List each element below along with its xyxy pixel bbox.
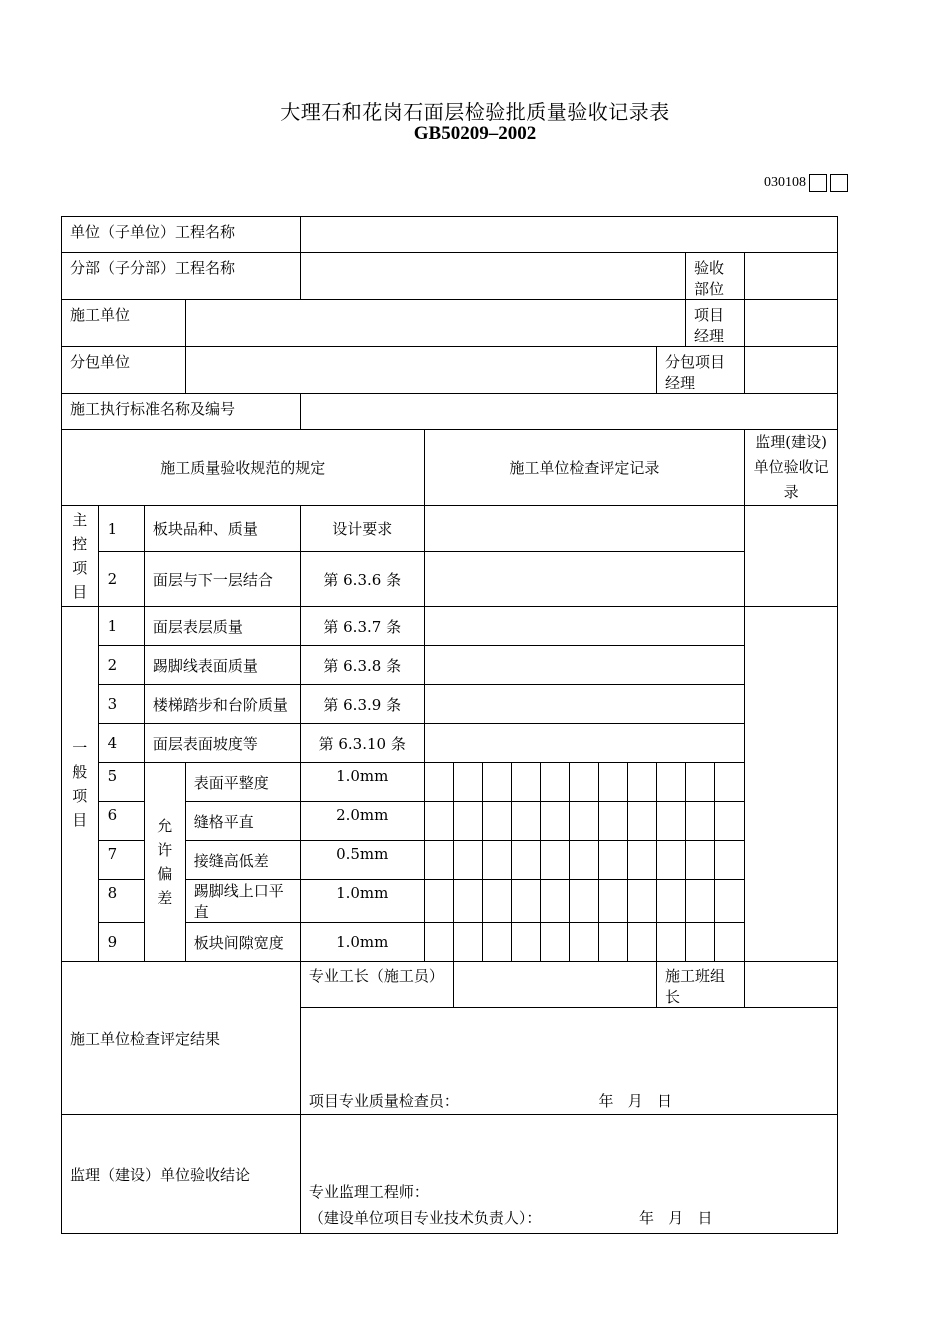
main-item-req: 第 6.3.6 条	[300, 552, 424, 607]
code-box-2[interactable]	[830, 174, 848, 192]
deviation-no: 6	[98, 802, 144, 841]
measure-cell[interactable]	[453, 880, 482, 923]
deviation-no: 8	[98, 880, 144, 923]
main-item-check[interactable]	[424, 552, 745, 607]
standard-field[interactable]	[300, 394, 837, 430]
general-item-no: 2	[98, 646, 144, 685]
measure-cell[interactable]	[656, 923, 685, 962]
col-supervision-header: 监理(建设)单位验收记录	[745, 430, 838, 506]
subcontract-unit-label: 分包单位	[62, 347, 186, 394]
code-box-1[interactable]	[809, 174, 827, 192]
measure-cell[interactable]	[656, 763, 685, 802]
general-item-no: 3	[98, 685, 144, 724]
measure-cell[interactable]	[715, 763, 745, 802]
main-items-label: 主 控 项 目	[62, 506, 99, 607]
measure-cell[interactable]	[511, 802, 540, 841]
deviation-req: 2.0mm	[300, 802, 424, 841]
measure-cell[interactable]	[482, 841, 511, 880]
general-item-check[interactable]	[424, 646, 745, 685]
measure-cell[interactable]	[424, 923, 453, 962]
deviation-req: 1.0mm	[300, 923, 424, 962]
measure-cell[interactable]	[598, 763, 627, 802]
col-check-header: 施工单位检查评定记录	[424, 430, 745, 506]
col-spec-header: 施工质量验收规范的规定	[62, 430, 425, 506]
general-item-check[interactable]	[424, 724, 745, 763]
conclusion-cell[interactable]	[300, 1115, 837, 1234]
deviation-item: 板块间隙宽度	[185, 923, 300, 962]
measure-cell[interactable]	[686, 923, 715, 962]
measure-cell[interactable]	[424, 802, 453, 841]
measure-cell[interactable]	[540, 923, 569, 962]
acceptance-part-label: 验收部位	[686, 253, 745, 300]
measure-cell[interactable]	[598, 841, 627, 880]
measure-cell[interactable]	[598, 923, 627, 962]
form-code-text: 030108	[764, 175, 806, 190]
deviation-req: 0.5mm	[300, 841, 424, 880]
measure-cell[interactable]	[453, 841, 482, 880]
team-leader-label: 施工班组长	[656, 962, 744, 1008]
supervisor-label: 专业监理工程师：	[308, 1183, 429, 1201]
measure-cell[interactable]	[482, 923, 511, 962]
measure-cell[interactable]	[540, 880, 569, 923]
measure-cell[interactable]	[511, 841, 540, 880]
measure-cell[interactable]	[569, 763, 598, 802]
standard-label: 施工执行标准名称及编号	[62, 394, 301, 430]
general-items-label: 一 般 项 目	[62, 607, 99, 962]
deviation-req: 1.0mm	[300, 880, 424, 923]
measure-cell[interactable]	[569, 923, 598, 962]
check-result-cell[interactable]	[300, 1008, 837, 1115]
project-manager-label: 项目经理	[686, 300, 745, 347]
general-item-name: 楼梯踏步和台阶质量	[144, 685, 300, 724]
general-item-name: 踢脚线表面质量	[144, 646, 300, 685]
general-item-no: 1	[98, 607, 144, 646]
main-supervision-cell[interactable]	[745, 506, 838, 607]
deviation-req: 1.0mm	[300, 763, 424, 802]
general-item-name: 面层表面坡度等	[144, 724, 300, 763]
unit-name-label: 单位（子单位）工程名称	[62, 217, 301, 253]
acceptance-part-field[interactable]	[745, 253, 838, 300]
owner-rep-label: （建设单位项目专业技术负责人）：	[308, 1209, 542, 1227]
sub-name-label: 分部（子分部）工程名称	[62, 253, 301, 300]
measure-cell[interactable]	[453, 802, 482, 841]
main-item-req: 设计要求	[300, 506, 424, 552]
unit-name-field[interactable]	[300, 217, 837, 253]
deviation-item: 踢脚线上口平直	[185, 880, 300, 923]
main-item-check[interactable]	[424, 506, 745, 552]
main-item-no: 2	[98, 552, 144, 607]
foreman-label: 专业工长（施工员）	[300, 962, 453, 1008]
measure-cell[interactable]	[715, 880, 745, 923]
sub-name-field[interactable]	[300, 253, 685, 300]
measure-cell[interactable]	[686, 841, 715, 880]
measure-cell[interactable]	[569, 802, 598, 841]
measure-cell[interactable]	[569, 880, 598, 923]
form-code	[764, 174, 848, 192]
general-item-req: 第 6.3.8 条	[300, 646, 424, 685]
measure-cell[interactable]	[715, 841, 745, 880]
general-item-name: 面层表层质量	[144, 607, 300, 646]
measure-cell[interactable]	[511, 880, 540, 923]
measure-cell[interactable]	[627, 880, 656, 923]
measure-cell[interactable]	[540, 763, 569, 802]
deviation-item: 接缝高低差	[185, 841, 300, 880]
measure-cell[interactable]	[686, 802, 715, 841]
general-supervision-cell[interactable]	[745, 607, 838, 962]
measure-cell[interactable]	[627, 763, 656, 802]
general-item-req: 第 6.3.7 条	[300, 607, 424, 646]
measure-cell[interactable]	[627, 923, 656, 962]
measure-cell[interactable]	[453, 763, 482, 802]
measure-cell[interactable]	[511, 763, 540, 802]
project-manager-field[interactable]	[745, 300, 838, 347]
measure-cell[interactable]	[453, 923, 482, 962]
measure-cell[interactable]	[715, 923, 745, 962]
measure-cell[interactable]	[540, 802, 569, 841]
main-item-name: 板块品种、质量	[144, 506, 300, 552]
check-result-label: 施工单位检查评定结果	[62, 962, 301, 1115]
deviation-label: 允 许 偏 差	[144, 763, 185, 962]
measure-cell[interactable]	[656, 802, 685, 841]
measure-cell[interactable]	[540, 841, 569, 880]
measure-cell[interactable]	[482, 763, 511, 802]
subcontract-manager-field[interactable]	[745, 347, 838, 394]
main-item-no: 1	[98, 506, 144, 552]
deviation-item: 缝格平直	[185, 802, 300, 841]
deviation-no: 5	[98, 763, 144, 802]
general-item-no: 4	[98, 724, 144, 763]
team-leader-field[interactable]	[745, 962, 838, 1008]
measure-cell[interactable]	[424, 880, 453, 923]
conclusion-date: 年 月 日	[638, 1209, 713, 1227]
measure-cell[interactable]	[598, 880, 627, 923]
measure-cell[interactable]	[656, 880, 685, 923]
measure-cell[interactable]	[482, 880, 511, 923]
deviation-no: 9	[98, 923, 144, 962]
measure-cell[interactable]	[627, 802, 656, 841]
deviation-item: 表面平整度	[185, 763, 300, 802]
general-item-req: 第 6.3.9 条	[300, 685, 424, 724]
measure-cell[interactable]	[715, 802, 745, 841]
inspection-table	[61, 216, 838, 1234]
general-item-req: 第 6.3.10 条	[300, 724, 424, 763]
measure-cell[interactable]	[424, 841, 453, 880]
construction-unit-field[interactable]	[185, 300, 685, 347]
measure-cell[interactable]	[482, 802, 511, 841]
measure-cell[interactable]	[686, 880, 715, 923]
measure-cell[interactable]	[686, 763, 715, 802]
standard-number: GB50209‒2002	[413, 123, 537, 144]
construction-unit-label: 施工单位	[62, 300, 186, 347]
foreman-field[interactable]	[453, 962, 656, 1008]
subcontract-unit-field[interactable]	[185, 347, 656, 394]
measure-cell[interactable]	[627, 841, 656, 880]
measure-cell[interactable]	[424, 763, 453, 802]
check-date: 年 月 日	[598, 1092, 673, 1110]
measure-cell[interactable]	[598, 802, 627, 841]
quality-inspector-label: 项目专业质量检查员：	[308, 1092, 459, 1110]
general-item-check[interactable]	[424, 607, 745, 646]
general-item-check[interactable]	[424, 685, 745, 724]
form-title: 大理石和花岗石面层检验批质量验收记录表	[280, 100, 670, 124]
measure-cell[interactable]	[656, 841, 685, 880]
subcontract-manager-label: 分包项目经理	[656, 347, 744, 394]
measure-cell[interactable]	[511, 923, 540, 962]
conclusion-label: 监理（建设）单位验收结论	[62, 1115, 301, 1234]
deviation-no: 7	[98, 841, 144, 880]
measure-cell[interactable]	[569, 841, 598, 880]
main-item-name: 面层与下一层结合	[144, 552, 300, 607]
